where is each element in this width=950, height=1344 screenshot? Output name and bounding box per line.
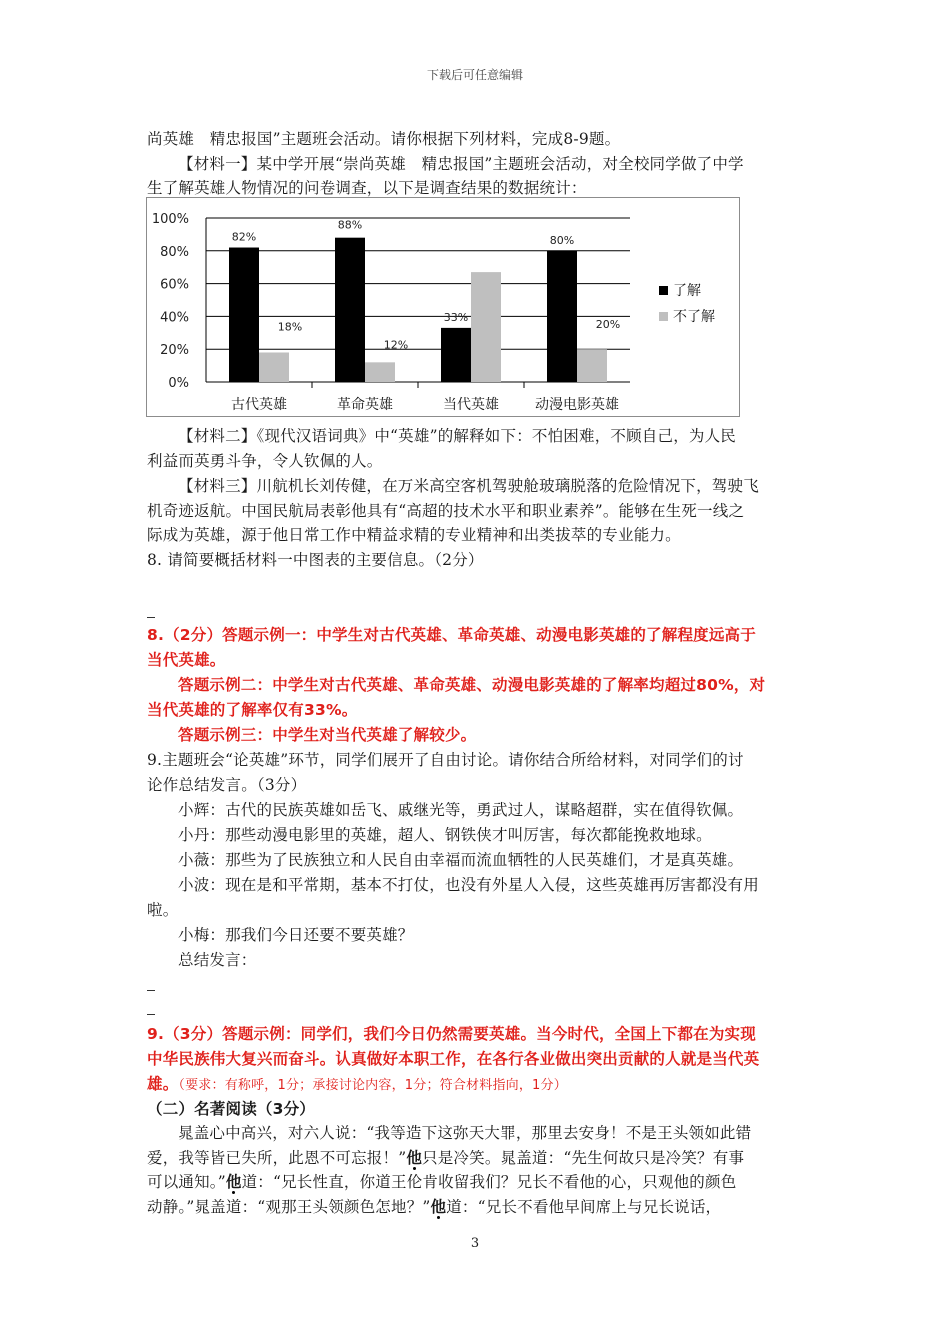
reading-line: 动静。”晁盖道：“观那王头领颜色怎地？”他道：“兄长不看他早间席上与兄长说话， — [147, 1197, 722, 1216]
y-tick-label: 80% — [160, 244, 189, 260]
page-header: 下载后可任意编辑 — [426, 68, 523, 82]
answer-9-line: 9.（3分）答题示例：同学们，我们今日仍然需要英雄。当今时代，全国上下都在为实现 — [147, 1025, 756, 1043]
material-one-line: 【材料一】某中学开展“崇尚英雄 精忠报国”主题班会活动，对全校同学做了中学 — [178, 155, 744, 173]
speaker-line: 小梅：那我们今日还要不要英雄？ — [178, 926, 414, 944]
x-category-label: 当代英雄 — [443, 397, 499, 413]
material-three-line: 机奇迹返航。中国民航局表彰他具有“高超的技术水平和职业素养”。能够在生死一线之 — [147, 502, 745, 520]
y-tick-label: 0% — [168, 376, 189, 391]
summary-prompt: 总结发言： — [178, 951, 257, 969]
legend-label: 不了解 — [673, 309, 715, 325]
answer-8-line: 8.（2分）答题示例一：中学生对古代英雄、革命英雄、动漫电影英雄的了解程度远高于 — [147, 626, 756, 644]
answer-9-line — [147, 1072, 807, 1098]
bar-known — [335, 238, 365, 382]
survey-bar-chart — [146, 197, 740, 417]
question-9: 9.主题班会“论英雄”环节，同学们展开了自由讨论。请你结合所给材料，对同学们的讨 — [147, 751, 744, 769]
data-label: 18% — [277, 320, 303, 334]
speaker-line: 小丹：那些动漫电影里的英雄，超人、钢铁侠才叫厉害，每次都能挽救地球。 — [178, 826, 712, 844]
answer-blank-line — [147, 990, 155, 991]
bar-unknown — [471, 272, 501, 382]
bar-known — [229, 248, 259, 382]
answer-8-line: 答题示例二：中学生对古代英雄、革命英雄、动漫电影英雄的了解率均超过80%，对 — [178, 676, 766, 694]
material-one-line: 生了解英雄人物情况的问卷调查，以下是调查结果的数据统计： — [147, 179, 587, 197]
section-heading: （二）名著阅读（3分） — [147, 1100, 315, 1118]
answer-9-text: 雄。 — [147, 1075, 179, 1093]
answer-8-line: 答题示例三：中学生对当代英雄了解较少。 — [178, 726, 477, 744]
x-category-label: 动漫电影英雄 — [535, 397, 619, 413]
emphasis-char: 他 — [406, 1148, 423, 1167]
y-tick-label: 40% — [160, 310, 189, 326]
bar-unknown — [259, 352, 289, 382]
material-two-line: 利益而英勇斗争，令人钦佩的人。 — [147, 452, 383, 470]
bar-known — [441, 328, 471, 382]
page-number: 3 — [470, 1236, 480, 1251]
speaker-line: 啦。 — [147, 901, 179, 919]
bar-unknown — [365, 362, 395, 382]
question-8: 8. 请简要概括材料一中图表的主要信息。（2分） — [147, 551, 484, 569]
material-three-line: 【材料三】川航机长刘传健，在万米高空客机驾驶舱玻璃脱落的危险情况下，驾驶飞 — [178, 477, 759, 495]
question-9: 论作总结发言。（3分） — [147, 776, 307, 794]
answer-8-line: 当代英雄的了解率仅有33%。 — [147, 701, 358, 719]
scoring-note: （要求：有称呼，1分；承接讨论内容，1分；符合材料指向，1分） — [178, 1078, 567, 1093]
answer-blank-line — [147, 617, 155, 618]
data-label: 88% — [337, 218, 363, 232]
legend-label: 了解 — [673, 283, 701, 299]
reading-line: 可以通知。”他道：“兄长性直，你道王伦肯收留我们？兄长不看他的心，只观他的颜色 — [147, 1172, 737, 1191]
answer-blank-line — [147, 1014, 155, 1015]
data-label: 12% — [383, 338, 409, 352]
x-category-label: 革命英雄 — [337, 397, 393, 413]
legend-swatch — [659, 312, 668, 321]
answer-8-line: 当代英雄。 — [147, 651, 226, 669]
data-label: 82% — [231, 230, 257, 244]
reading-line: 晁盖心中高兴，对六人说：“我等造下这弥天大罪，那里去安身！不是王头领如此错 — [178, 1124, 752, 1142]
emphasis-char: 他 — [225, 1172, 242, 1191]
x-category-label: 古代英雄 — [231, 397, 287, 413]
reading-line: 爱，我等皆已失所，此恩不可忘报！”他只是冷笑。晁盖道：“先生何故只是冷笑？有事 — [147, 1148, 745, 1167]
data-label: 33% — [443, 310, 469, 324]
data-label: 80% — [549, 233, 575, 247]
bar-known — [547, 251, 577, 382]
data-label: 20% — [595, 318, 621, 332]
material-two-line: 【材料二】《现代汉语词典》中“英雄”的解释如下：不怕困难，不顾自己，为人民 — [178, 427, 737, 445]
legend-swatch — [659, 286, 668, 295]
answer-9-line: 中华民族伟大复兴而奋斗。认真做好本职工作，在各行各业做出突出贡献的人就是当代英 — [147, 1050, 760, 1068]
y-tick-label: 100% — [151, 212, 189, 227]
emphasis-char: 他 — [430, 1197, 447, 1216]
y-tick-label: 60% — [160, 277, 189, 293]
speaker-line: 小薇：那些为了民族独立和人民自由幸福而流血牺牲的人民英雄们，才是真英雄。 — [178, 851, 744, 869]
bar-unknown — [577, 349, 607, 382]
speaker-line: 小波：现在是和平常期，基本不打仗，也没有外星人入侵，这些英雄再厉害都没有用 — [178, 876, 759, 894]
material-three-line: 际成为英雄，源于他日常工作中精益求精的专业精神和出类拔萃的专业能力。 — [147, 526, 681, 544]
y-tick-label: 20% — [160, 343, 189, 359]
speaker-line: 小辉：古代的民族英雄如岳飞、戚继光等，勇武过人，谋略超群，实在值得钦佩。 — [178, 801, 744, 819]
intro-line: 尚英雄 精忠报国”主题班会活动。请你根据下列材料，完成8-9题。 — [147, 130, 621, 148]
